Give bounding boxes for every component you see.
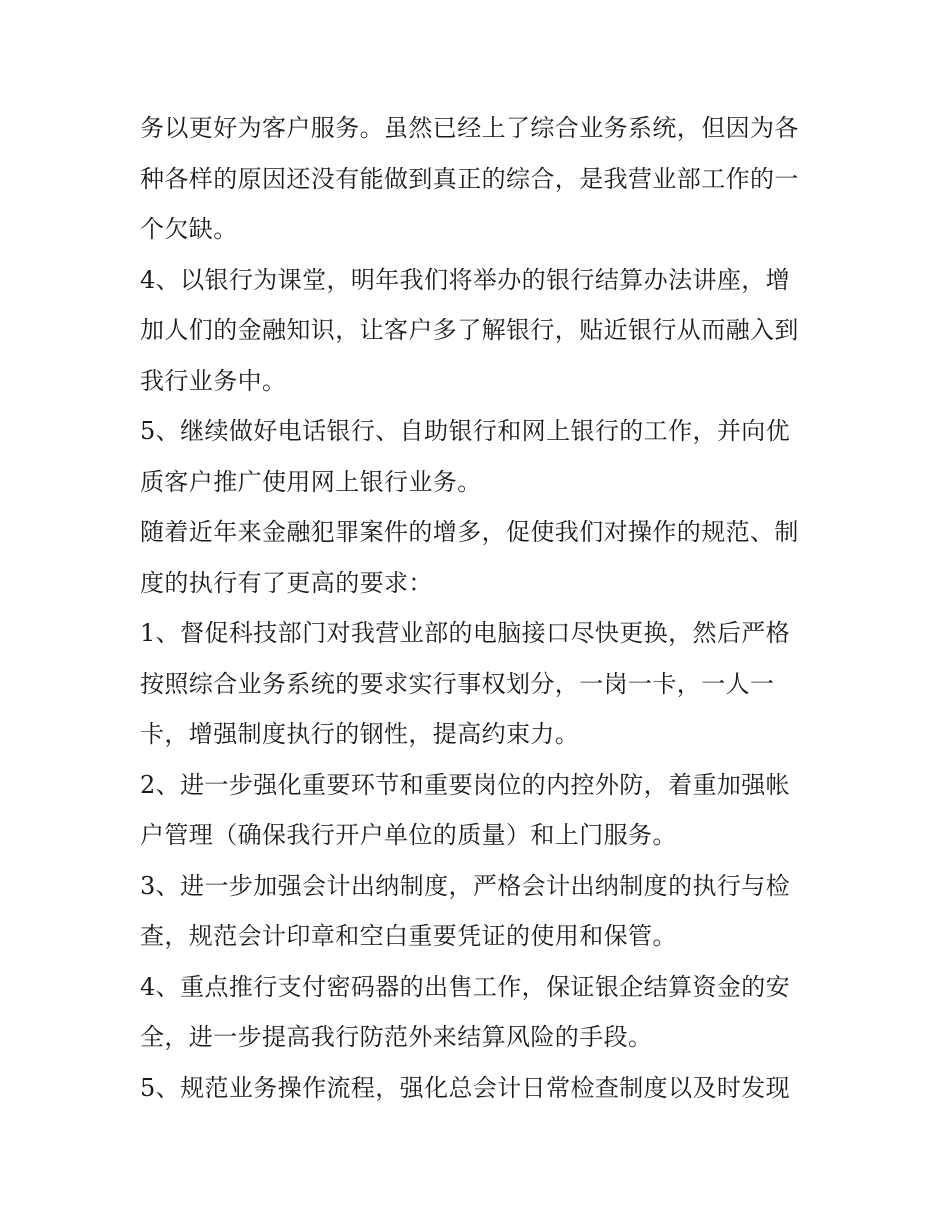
text-line: 卡，增强制度执行的钢性，提高约束力。 <box>140 720 580 748</box>
text-line: 4、重点推行支付密码器的出售工作，保证银企结算资金的安 <box>140 972 791 1001</box>
text-line: 4、以银行为课堂，明年我们将举办的银行结算办法讲座，增 <box>140 265 791 294</box>
text-line: 1、督促科技部门对我营业部的电脑接口尽快更换，然后严格 <box>140 619 791 647</box>
text-line: 查，规范会计印章和空白重要凭证的使用和保管。 <box>140 922 677 950</box>
text-line: 全，进一步提高我行防范外来结算风险的手段。 <box>140 1023 653 1051</box>
text-line: 种各样的原因还没有能做到真正的综合，是我营业部工作的一 <box>140 164 799 193</box>
text-line: 按照综合业务系统的要求实行事权划分，一岗一卡，一人一 <box>140 669 775 698</box>
text-line: 户管理（确保我行开户单位的质量）和上门服务。 <box>140 821 677 849</box>
text-line: 随着近年来金融犯罪案件的增多，促使我们对操作的规范、制 <box>140 518 799 546</box>
document-body <box>140 103 820 1113</box>
text-line: 质客户推广使用网上银行业务。 <box>140 467 482 496</box>
text-line: 5、继续做好电话银行、自助银行和网上银行的工作，并向优 <box>140 417 791 445</box>
text-line: 2、进一步强化重要环节和重要岗位的内控外防，着重加强帐 <box>140 770 791 799</box>
text-line: 我行业务中。 <box>140 366 287 395</box>
text-line: 度的执行有了更高的要求： <box>140 568 433 597</box>
text-line: 个欠缺。 <box>140 215 238 243</box>
text-line: 务以更好为客户服务。虽然已经上了综合业务系统，但因为各 <box>140 114 799 142</box>
text-line: 加人们的金融知识，让客户多了解银行，贴近银行从而融入到 <box>140 316 799 344</box>
text-line: 3、进一步加强会计出纳制度，严格会计出纳制度的执行与检 <box>140 871 791 900</box>
text-line: 5、规范业务操作流程，强化总会计日常检查制度以及时发现 <box>140 1073 791 1102</box>
